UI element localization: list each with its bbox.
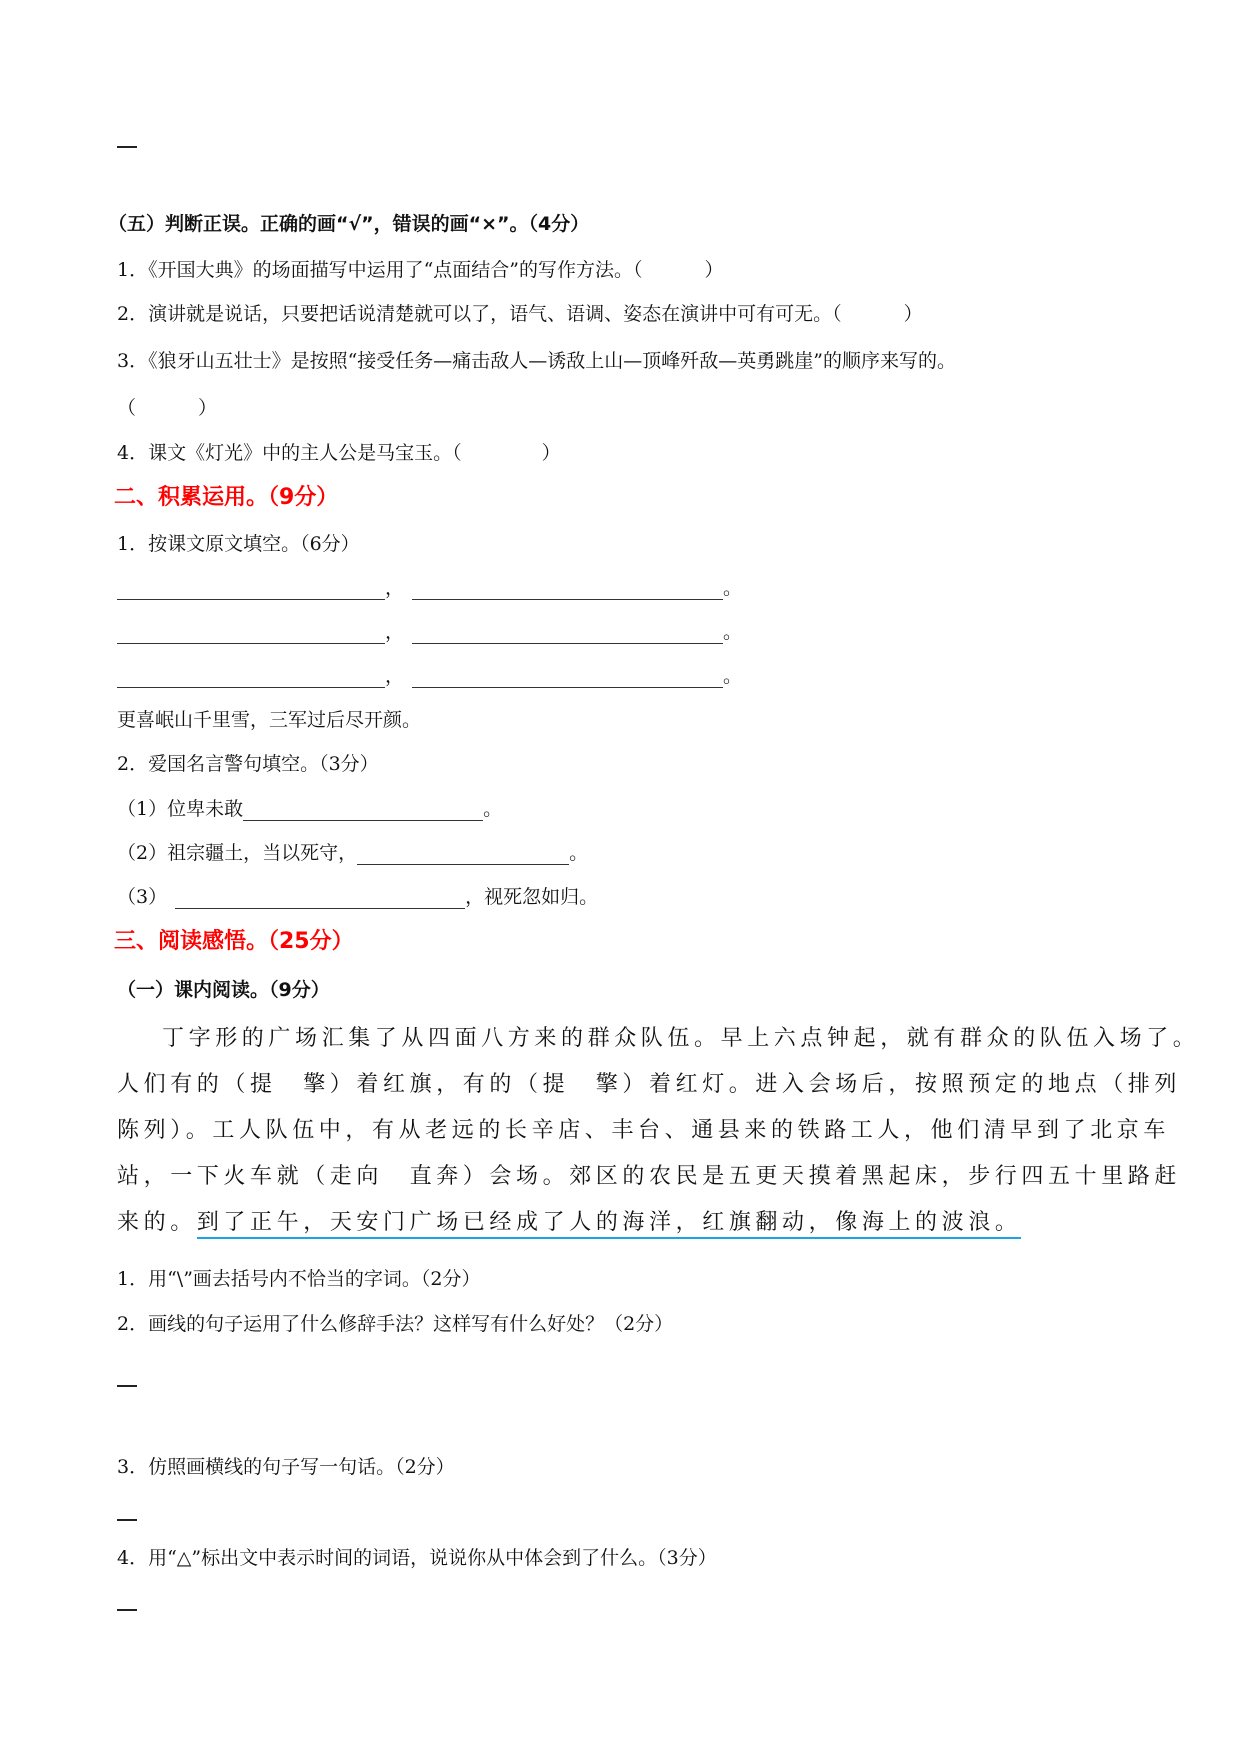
tf-item-3-open: （ bbox=[117, 397, 137, 419]
passage-line-3: 陈列）。工人队伍中，有从老远的长辛店、丰台、通县来的铁路工人，他们清早到了北京车 bbox=[117, 1118, 1171, 1143]
fill-blank-2b[interactable] bbox=[412, 623, 723, 644]
quote-item-3-before: （3） bbox=[117, 886, 168, 908]
part-2-q1-prompt: 1．按课文原文填空。（6分） bbox=[117, 533, 360, 555]
quote-item-1-before: （1）位卑未敢 bbox=[117, 798, 244, 820]
tf-item-4-close: ） bbox=[541, 442, 561, 464]
part-3-sub-heading: （一）课内阅读。（9分） bbox=[117, 979, 330, 1001]
fill-blank-3a[interactable] bbox=[117, 667, 385, 688]
fill-comma: ， bbox=[385, 665, 405, 687]
quote-item-2 bbox=[117, 841, 588, 865]
reading-question-1: 1．用“\”画去括号内不恰当的字词。（2分） bbox=[117, 1268, 481, 1290]
tf-item-4-text: 4．课文《灯光》中的主人公是马宝玉。（ bbox=[117, 442, 462, 464]
section-5-heading: （五）判断正误。正确的画“√”，错误的画“×”。（4分） bbox=[108, 213, 590, 235]
tf-item-1 bbox=[117, 258, 724, 282]
fill-row-1 bbox=[117, 576, 742, 600]
fill-period: 。 bbox=[723, 621, 743, 643]
fill-row-2 bbox=[117, 620, 742, 644]
tf-item-2-text: 2．演讲就是说话，只要把话说清楚就可以了，语气、语调、姿态在演讲中可有可无。（ bbox=[117, 303, 842, 325]
passage-line-4: 站，一下火车就（走向 直奔）会场。郊区的农民是五更天摸着黑起床，步行四五十里路赶 bbox=[117, 1164, 1182, 1189]
fill-period: 。 bbox=[723, 665, 743, 687]
tf-item-4 bbox=[117, 441, 561, 465]
quote-blank-2[interactable] bbox=[357, 844, 569, 865]
reading-question-3: 3．仿照画横线的句子写一句话。（2分） bbox=[117, 1456, 455, 1478]
quote-blank-1[interactable] bbox=[243, 800, 483, 821]
tf-item-2-close: ） bbox=[903, 303, 923, 325]
answer-line-stub[interactable] bbox=[117, 1609, 137, 1611]
fill-comma: ， bbox=[385, 621, 405, 643]
poem-last-line: 更喜岷山千里雪，三军过后尽开颜。 bbox=[117, 709, 422, 731]
part-3-heading: 三、阅读感悟。（25分） bbox=[114, 929, 354, 954]
fill-blank-1a[interactable] bbox=[117, 579, 385, 600]
fill-blank-1b[interactable] bbox=[412, 579, 723, 600]
answer-line-stub[interactable] bbox=[117, 1385, 137, 1387]
fill-row-3 bbox=[117, 664, 742, 688]
part-2-heading: 二、积累运用。（9分） bbox=[114, 485, 339, 510]
quote-item-1-after: 。 bbox=[483, 798, 503, 820]
tf-item-1-close: ） bbox=[704, 259, 724, 281]
tf-item-3-answer bbox=[117, 396, 217, 420]
quote-item-3-after: ，视死忽如归。 bbox=[465, 886, 599, 908]
reading-question-4: 4．用“△”标出文中表示时间的词语，说说你从中体会到了什么。（3分） bbox=[117, 1547, 717, 1569]
answer-line-stub[interactable] bbox=[117, 1519, 137, 1521]
fill-comma: ， bbox=[385, 577, 405, 599]
fill-blank-3b[interactable] bbox=[412, 667, 723, 688]
fill-blank-2a[interactable] bbox=[117, 623, 385, 644]
quote-item-2-after: 。 bbox=[569, 842, 589, 864]
underlined-sentence: 到了正午，天安门广场已经成了人的海洋，红旗翻动，像海上的波浪。 bbox=[197, 1210, 1022, 1239]
tf-item-2 bbox=[117, 302, 923, 326]
answer-line-stub[interactable] bbox=[117, 146, 137, 148]
passage-line-1: 丁字形的广场汇集了从四面八方来的群众队伍。早上六点钟起，就有群众的队伍入场了。 bbox=[162, 1026, 1200, 1051]
passage-line-5-start: 来的。 bbox=[117, 1210, 197, 1235]
tf-item-1-text: 1．《开国大典》的场面描写中运用了“点面结合”的写作方法。（ bbox=[117, 259, 643, 281]
passage-line-2: 人们有的（提 擎）着红旗，有的（提 擎）着红灯。进入会场后，按照预定的地点（排列 bbox=[117, 1072, 1182, 1097]
part-2-q2-prompt: 2．爱国名言警句填空。（3分） bbox=[117, 753, 379, 775]
passage-line-5 bbox=[117, 1200, 1021, 1245]
quote-item-2-before: （2）祖宗疆土，当以死守， bbox=[117, 842, 358, 864]
quote-item-3 bbox=[117, 885, 598, 909]
reading-question-2: 2．画线的句子运用了什么修辞手法？这样写有什么好处？（2分） bbox=[117, 1313, 674, 1335]
tf-item-3-close: ） bbox=[198, 397, 218, 419]
quote-item-1 bbox=[117, 797, 502, 821]
tf-item-3: 3．《狼牙山五壮士》是按照“接受任务—痛击敌人—诱敌上山—顶峰歼敌—英勇跳崖”的顺序来写的。 bbox=[117, 350, 957, 372]
fill-period: 。 bbox=[723, 577, 743, 599]
quote-blank-3[interactable] bbox=[175, 888, 465, 909]
